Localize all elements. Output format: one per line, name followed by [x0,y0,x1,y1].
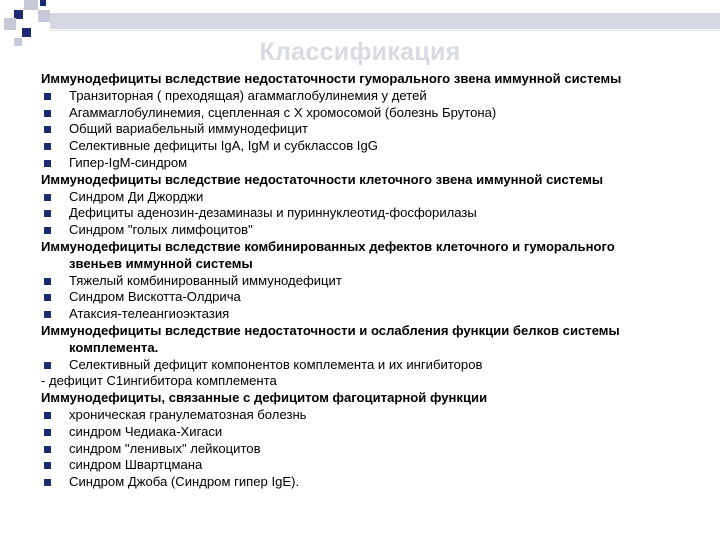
bullet-square-icon [44,429,51,436]
section-heading: Иммунодефициты, связанные с дефицитом фагоцитарной функции [41,390,488,406]
section-heading-line-2: звеньев иммунной системы [69,255,253,271]
section-heading-line-1: Иммунодефициты вследствие комбинированных дефектов клеточного и гуморального [41,238,615,254]
bullet-square-icon [44,479,51,486]
list-item: Атаксия-телеангиоэктазия [41,306,701,323]
list-item: Транзиторная ( преходящая) агаммаглобулинемия у детей [41,88,701,105]
list-item: Синдром "голых лимфоцитов" [41,222,701,239]
bullet-square-icon [44,110,51,117]
bullet-square-icon [44,93,51,100]
bullet-square-icon [44,210,51,217]
deco-square-light-2 [4,18,16,30]
section-combined [41,239,701,323]
bullet-square-icon [44,412,51,419]
list-item: синдром Швартцмана [41,457,701,474]
section-heading: Иммунодефициты вследствие недостаточности клеточного звена иммунной системы [41,171,604,187]
bullet-square-icon [44,462,51,469]
bullet-square-icon [44,278,51,285]
deco-square-light-3 [38,10,50,22]
list-item: хроническая гранулематозная болезнь [41,407,701,424]
deco-bar [50,13,720,29]
page-title: Классификация [259,38,461,66]
deco-bar-line [50,30,720,31]
section-complement [41,323,701,390]
section-phagocytic [41,390,701,491]
section-cellular [41,172,701,239]
deco-square-dark-3 [40,0,46,6]
list-note: - дефицит С1ингибитора комплемента [41,373,277,389]
section-heading [41,323,701,357]
list-item: Синдром Ди Джорджи [41,189,701,206]
list-item: Гипер-IgM-синдром [41,155,701,172]
section-heading-line-1: Иммунодефициты вследствие недостаточности и ослабления функции белков системы [41,322,620,338]
bullet-square-icon [44,227,51,234]
bullet-square-icon [44,143,51,150]
list-item: Селективный дефицит компонентов комплемента и их ингибиторов [41,357,701,374]
section-heading: Иммунодефициты вследствие недостаточности гуморального звена иммунной системы [41,71,622,86]
list-item: Селективные дефициты IgA, IgM и субклассов IgG [41,138,701,155]
list-item: синдром Чедиака-Хигаси [41,424,701,441]
deco-square-light-1 [24,0,38,10]
section-humoral [41,71,701,172]
deco-square-dark-2 [22,28,31,37]
list-item: Тяжелый комбинированный иммунодефицит [41,273,701,290]
list-item: Общий вариабельный иммунодефицит [41,121,701,138]
list-item: Синдром Джоба (Синдром гипер IgE). [41,474,701,491]
list-item: синдром "ленивых" лейкоцитов [41,441,701,458]
section-heading [41,239,701,273]
bullet-square-icon [44,160,51,167]
section-heading-line-2: комплемента. [69,339,159,355]
bullet-square-icon [44,311,51,318]
bullet-square-icon [44,362,51,369]
bullet-square-icon [44,194,51,201]
bullet-square-icon [44,446,51,453]
bullet-square-icon [44,126,51,133]
list-item: Синдром Вискотта-Олдрича [41,289,701,306]
list-item: Дефициты аденозин-дезаминазы и пуриннуклеотид-фосфорилазы [41,205,701,222]
bullet-square-icon [44,294,51,301]
list-item: Агаммаглобулинемия, сцепленная с X хромосомой (болезнь Брутона) [41,105,701,122]
classification-content [41,71,701,491]
